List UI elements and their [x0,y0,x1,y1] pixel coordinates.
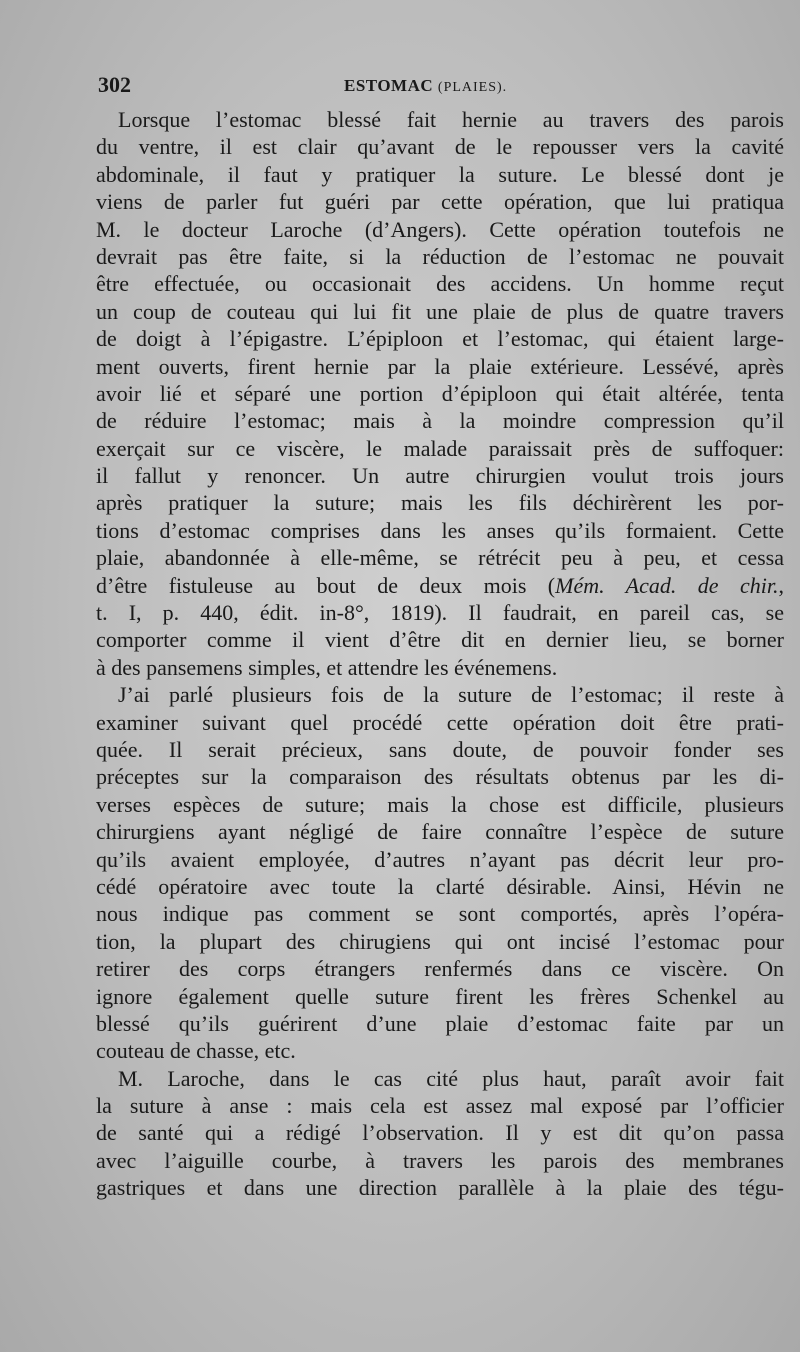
text-line: du ventre, il est clair qu’avant de le repousser vers la cavité [96,134,784,160]
text-line: d’être fistuleuse au bout de deux mois (Mém. Acad. de chir., [96,572,784,598]
text-line: J’ai parlé plusieurs fois de la suture de l’estomac; il reste à [118,682,784,708]
text-line: blessé qu’ils guérirent d’une plaie d’estomac faite par un [96,1010,784,1036]
text-line: être effectuée, ou occasionait des accidens. Un homme reçut [96,271,784,297]
text-line: chirurgiens ayant négligé de faire connaître l’espèce de suture [96,819,784,845]
text-line: ment ouverts, firent hernie par la plaie extérieure. Lessévé, après [96,353,784,379]
text-line: t. I, p. 440, édit. in-8°, 1819). Il faudrait, en pareil cas, se [96,600,784,626]
text-line: tion, la plupart des chirugiens qui ont incisé l’estomac pour [96,928,784,954]
text-line: à des pansemens simples, et attendre les événemens. [96,654,558,680]
text-line: comporter comme il vient d’être dit en dernier lieu, se borner [96,627,784,653]
text-line: qu’ils avaient employée, d’autres n’ayant pas décrit leur pro- [96,846,784,872]
text-line: tions d’estomac comprises dans les anses qu’ils formaient. Cette [96,517,784,543]
text-line: devrait pas être faite, si la réduction de l’estomac ne pouvait [96,243,784,269]
text-line: préceptes sur la comparaison des résultats obtenus par les di- [96,764,784,790]
citation-title: Mém. Acad. de chir. [555,572,779,598]
page-number: 302 [98,72,131,97]
text-line: M. le docteur Laroche (d’Angers). Cette opération toutefois ne [96,216,784,242]
running-title [344,76,507,96]
text-line: M. Laroche, dans le cas cité plus haut, paraît avoir fait [118,1065,784,1091]
text-line: gastriques et dans une direction parallèle à la plaie des tégu- [96,1175,784,1201]
text-line: verses espèces de suture; mais la chose est difficile, plusieurs [96,791,784,817]
text-line: un coup de couteau qui lui fit une plaie de plus de quatre travers [96,298,784,324]
text-line: abdominale, il faut y pratiquer la suture. Le blessé dont je [96,161,784,187]
running-title-main: ESTOMAC [344,76,434,95]
text-line: la suture à anse : mais cela est assez mal exposé par l’officier [96,1093,784,1119]
text-line: nous indique pas comment se sont comportés, après l’opéra- [96,901,784,927]
text-line: avec l’aiguille courbe, à travers les parois des membranes [96,1147,784,1173]
text-line: examiner suivant quel procédé cette opération doit être prati- [96,709,784,735]
text-line: exerçait sur ce viscère, le malade paraissait près de suffoquer: [96,435,784,461]
body-text [96,106,784,1202]
text-line: il fallut y renoncer. Un autre chirurgien voulut trois jours [96,463,784,489]
text-line: retirer des corps étrangers renfermés dans ce viscère. On [96,956,784,982]
text-line: après pratiquer la suture; mais les fils déchirèrent les por- [96,490,784,516]
text-line: de réduire l’estomac; mais à la moindre compression qu’il [96,408,784,434]
text-line: plaie, abandonnée à elle-même, se rétrécit peu à peu, et cessa [96,545,784,571]
text-line: de santé qui a rédigé l’observation. Il y est dit qu’on passa [96,1120,784,1146]
text-line: viens de parler fut guéri par cette opération, que lui pratiqua [96,189,784,215]
text-line: couteau de chasse, etc. [96,1038,296,1064]
text-line: de doigt à l’épigastre. L’épiploon et l’estomac, qui étaient large- [96,326,784,352]
running-header [98,72,758,104]
text-line: cédé opératoire avec toute la clarté désirable. Ainsi, Hévin ne [96,873,784,899]
text-line: Lorsque l’estomac blessé fait hernie au travers des parois [118,107,784,132]
text-line: avoir lié et séparé une portion d’épiploon qui était altérée, tenta [96,380,784,406]
text-line: ignore également quelle suture firent les frères Schenkel au [96,983,784,1009]
text-line: quée. Il serait précieux, sans doute, de pouvoir fonder ses [96,736,784,762]
running-title-sub: (PLAIES). [437,80,508,95]
